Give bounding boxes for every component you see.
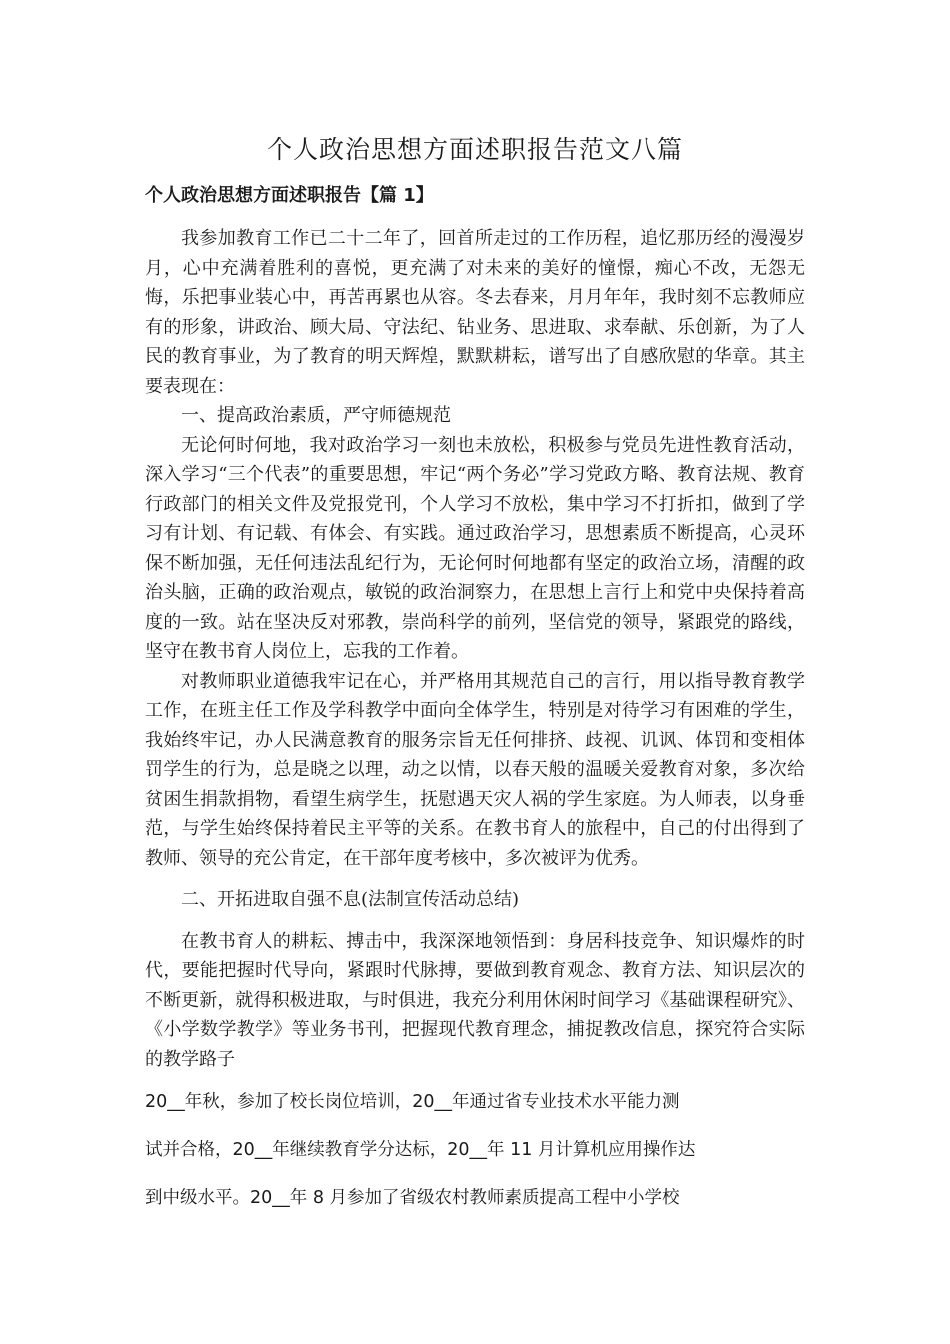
section-heading: 个人政治思想方面述职报告【篇 1】 [145,185,434,206]
paragraph-four-line: 试并合格，20__年继续教育学分达标，20__年 11 月计算机应用操作达 [145,1140,696,1160]
paragraph-four-line: 20__年秋，参加了校长岗位培训，20__年通过省专业技术水平能力测 [145,1092,680,1112]
paragraph-one: 无论何时何地，我对政治学习一刻也未放松，积极参与党员先进性教育活动，深入学习“三个代表”的重要思想，牢记“两个务必”学习党政方略、教育法规、教育行政部门的相关文件及党报党刊，个人学习不放松，集中学习不打折扣，做到了学习有计划、有记载、有体会、有实践。通过政治学习，思想素质不断提高，心灵环保不断加强，无任何违法乱纪行为，无论何时何地都有坚定的政治立场，清醒的政治头脑，正确的政治观点，敏锐的政治洞察力，在思想上言行上和党中央保持着高度的一致。站在坚决反对邪教，崇尚科学的前列，坚信党的领导，紧跟党的路线，坚守在教书育人岗位上，忘我的工作着。 [145,434,805,662]
paragraph-two: 对教师职业道德我牢记在心，并严格用其规范自己的言行，用以指导教育教学工作，在班主任工作及学科教学中面向全体学生，特别是对待学习有困难的学生，我始终牢记，办人民满意教育的服务宗旨无任何排挤、歧视、讥讽、体罚和变相体罚学生的行为，总是晓之以理，动之以情，以春天般的温暖关爱教育对象，多次给贫困生捐款捐物，看望生病学生，抚慰遇天灾人祸的学生家庭。为人师表，以身垂范，与学生始终保持着民主平等的关系。在教书育人的旅程中，自己的付出得到了教师、领导的充公肯定，在干部年度考核中，多次被评为优秀。 [145,670,805,869]
heading-two: 二、开拓进取自强不息(法制宣传活动总结) [181,889,520,910]
document-title: 个人政治思想方面述职报告范文八篇 [266,135,683,164]
paragraph-three: 在教书育人的耕耘、搏击中，我深深地领悟到：身居科技竞争、知识爆炸的时代，要能把握时代导向，紧跟时代脉搏，要做到教育观念、教育方法、知识层次的不断更新，就得积极进取，与时俱进，我充分利用休闲时间学习《基础课程研究》、《小学数学教学》等业务书刊，把握现代教育理念，捕捉教改信息，探究符合实际的教学路子 [145,930,805,1070]
paragraph-four-line: 到中级水平。20__年 8 月参加了省级农村教师素质提高工程中小学校 [145,1188,680,1208]
paragraph-four [145,1080,805,1221]
intro-paragraph: 我参加教育工作已二十二年了，回首所走过的工作历程，追忆那历经的漫漫岁月，心中充满着胜利的喜悦，更充满了对未来的美好的憧憬，痴心不改，无怨无悔，乐把事业装心中，再苦再累也从容。冬去春来，月月年年，我时刻不忘教师应有的形象，讲政治、顾大局、守法纪、钻业务、思进取、求奉献、乐创新，为了人民的教育事业，为了教育的明天辉煌，默默耕耘，谱写出了自感欣慰的华章。其主要表现在： [145,228,805,397]
heading-one: 一、提高政治素质，严守师德规范 [181,405,451,426]
document-page [145,130,805,1221]
